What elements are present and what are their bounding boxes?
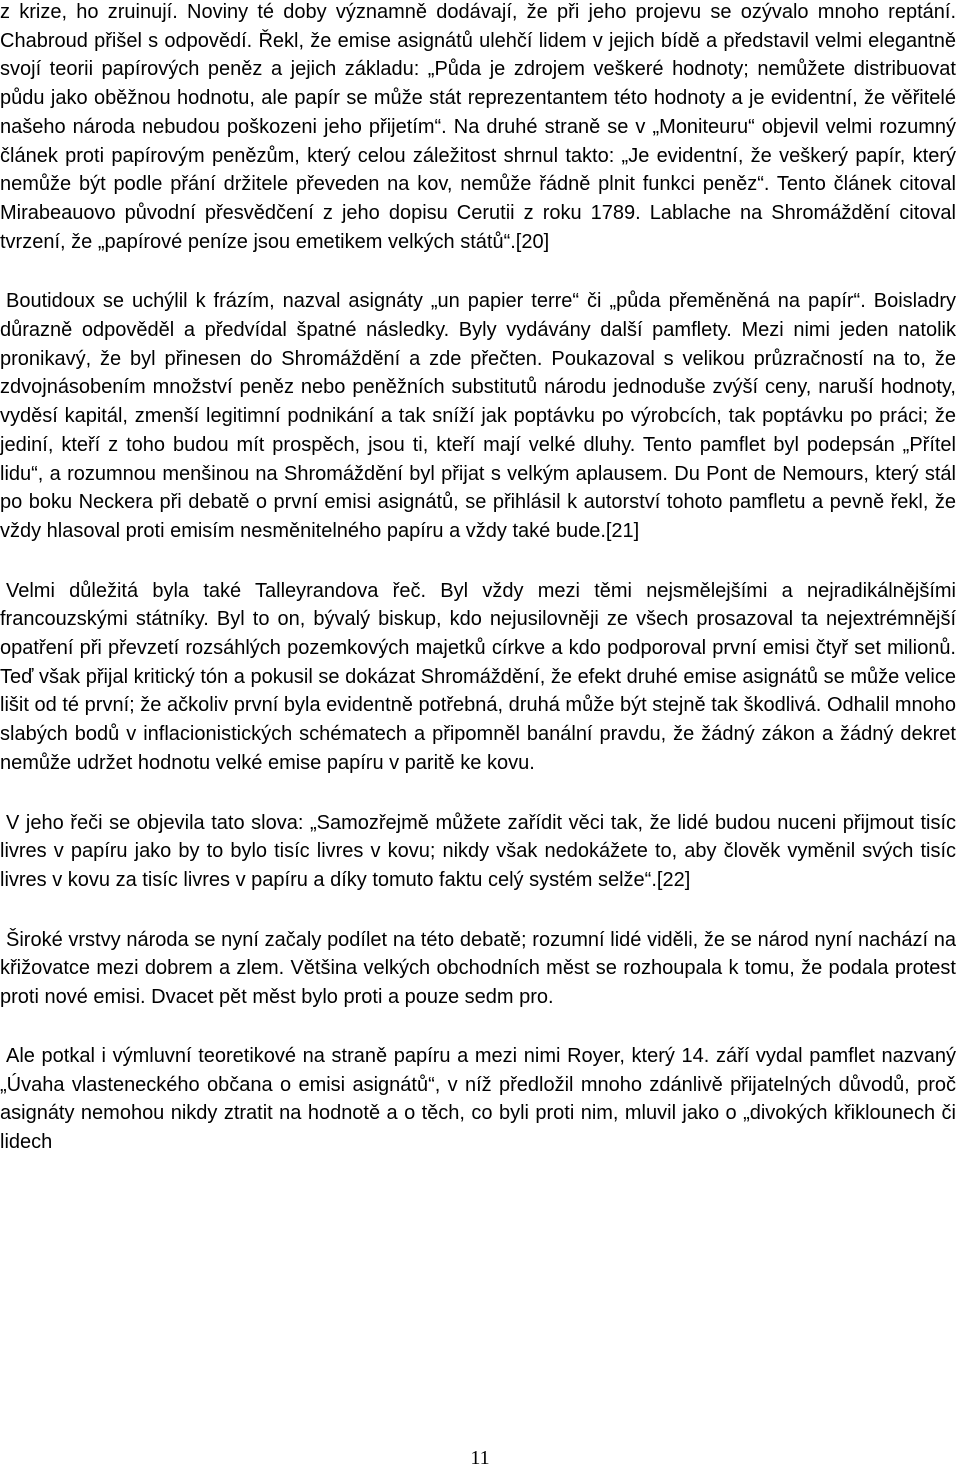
paragraph-6: Ale potkal i výmluvní teoretikové na straně papíru a mezi nimi Royer, který 14. září vydal pamflet nazvaný „Úvaha vlasteneckého občana o emisi asignátů“, v níž předložil mnoho zdánlivě přijatelných důvodů, proč asignáty nemohou nikdy ztratit na hodnotě a o těch, co byli proti nim, mluvil jako o „divokých křiklounech či lidech <box>0 1044 956 1153</box>
paragraph-3: Velmi důležitá byla také Talleyrandova řeč. Byl vždy mezi těmi nejsmělejšími a nejradikálnějšími francouzskými státníky. Byl to on, bývalý biskup, kdo nejusilovněji ze všech prosazoval ta nejextrémnější opatření při převzetí rozsáhlých pozemkových majetků církve a kdo podporoval první emisi čtyř set milionů. Teď však přijal kritický tón a pokusil se dokázat Shromáždění, že efekt druhé emise asignátů se může velice lišit od té první; že ačkoliv první byla evidentně potřebná, druhá může být stejně tak škodlivá. Odhalil mnoho slabých bodů v inflacionistických schématech a připomněl banální pravdu, že žádný zákon a žádný dekret nemůže udržet hodnotu velké emise papíru v paritě ke kovu. <box>0 579 956 774</box>
paragraph-5: Široké vrstvy národa se nyní začaly podílet na této debatě; rozumní lidé viděli, že se národ nyní nachází na křižovatce mezi dobrem a zlem. Většina velkých obchodních měst se rozhoupala k tomu, že podala protest proti nové emisi. Dvacet pět měst bylo proti a pouze sedm pro. <box>0 928 956 1009</box>
paragraph-4: V jeho řeči se objevila tato slova: „Samozřejmě můžete zařídit věci tak, že lidé budou nuceni přijmout tisíc livres v papíru jako by to bylo tisíc livres v kovu; nikdy však nedokážete to, aby člověk vyměnil svých tisíc livres v kovu za tisíc livres v papíru a díky tomuto faktu celý systém selže“.[22] <box>0 811 956 891</box>
paragraph-1: z krize, ho zruinují. Noviny té doby významně dodávají, že při jeho projevu se ozývalo mnoho reptání. Chabroud přišel s odpovědí. Řekl, že emise asignátů ulehčí lidem v jejich bídě a představil velmi elegantně svojí teorii papírových peněz a jejich základu: „Půda je zdrojem veškeré hodnoty; nemůžete distribuovat půdu jako oběžnou hodnotu, ale papír se může stát reprezentantem této hodnoty a je evidentní, že věřitelé našeho národa nebudou poškozeni jeho přijetím“. Na druhé straně se v „Moniteuru“ objevil velmi rozumný článek proti papírovým penězům, který celou záležitost shrnul takto: „Je evidentní, že veškerý papír, který nemůže být podle přání držitele převeden na kov, nemůže řádně plnit funkci peněz“. Tento článek citoval Mirabeauovo původní přesvědčení z jeho dopisu Cerutii z roku 1789. Lablache na Shromáždění citoval tvrzení, že „papírové peníze jsou emetikem velkých států“.[20] <box>0 1 956 253</box>
paragraph-2: Boutidoux se uchýlil k frázím, nazval asignáty „un papier terre“ či „půda přeměněná na papír“. Boisladry důrazně odpověděl a předvídal špatné následky. Byly vydávány další pamflety. Mezi nimi jeden natolik pronikavý, že byl přinesen do Shromáždění a zde přečten. Poukazoval s velikou průzračností na to, že zdvojnásobením množství peněz nebo peněžních substitutů národu jednoduše zvýší ceny, naruší hodnoty, vyděsí kapitál, zmenší legitimní podnikání a tak sníží jak poptávku po výrobcích, tak poptávku po práci; že jediní, kteří z toho budou mít prospěch, jsou ti, kteří mají velké dluhy. Tento pamflet byl podepsán „Přítel lidu“, a rozumnou menšinou na Shromáždění byl přijat s velkým aplausem. Du Pont de Nemours, který stál po boku Neckera při debatě o první emisi asignátů, se přihlásil k autorství tohoto pamfletu a pevně řekl, že vždy hlasoval proti emisím nesměnitelného papíru a vždy také bude.[21] <box>0 290 956 542</box>
page-number: 11 <box>470 1447 490 1469</box>
